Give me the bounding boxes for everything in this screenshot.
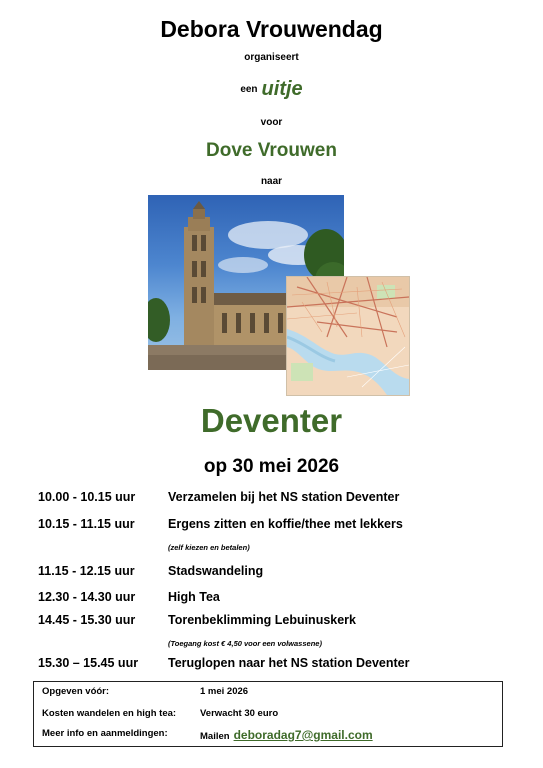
schedule-desc: Torenbeklimming Lebuinuskerk <box>168 613 357 627</box>
schedule-time: 12.30 - 14.30 uur <box>38 590 136 604</box>
schedule-desc: Stadswandeling <box>168 564 264 578</box>
destination-city: Deventer <box>200 402 343 439</box>
schedule-desc: Ergens zitten en koffie/thee met lekkers <box>168 517 403 531</box>
schedule-time: 15.30 – 15.45 uur <box>38 656 139 670</box>
deadline-value: 1 mei 2026 <box>200 686 249 697</box>
schedule-desc: High Tea <box>168 590 220 604</box>
deadline-label: Opgeven vóór: <box>42 686 110 697</box>
uitje-label: uitje <box>261 78 303 100</box>
schedule-time: 10.15 - 11.15 uur <box>38 517 135 531</box>
event-date: op 30 mei 2026 <box>203 456 340 477</box>
schedule-time: 14.45 - 15.30 uur <box>38 613 136 627</box>
schedule-desc: Verzamelen bij het NS station Deventer <box>168 490 400 504</box>
contact-value <box>200 728 373 742</box>
contact-prefix: Mailen <box>200 731 230 742</box>
info-box <box>33 681 503 747</box>
een-label: een <box>240 84 258 95</box>
schedule-time: 11.15 - 12.15 uur <box>38 564 135 578</box>
contact-label: Meer info en aanmeldingen: <box>42 728 168 739</box>
subtitle-organiseert: organiseert <box>244 52 299 63</box>
email-link[interactable]: deboradag7@gmail.com <box>233 728 373 742</box>
schedule-desc: Teruglopen naar het NS station Deventer <box>168 656 410 670</box>
cost-value: Verwacht 30 euro <box>200 708 279 719</box>
subtitle-een-uitje <box>0 78 543 101</box>
page-title: Debora Vrouwendag <box>160 16 383 42</box>
subtitle-voor: voor <box>260 117 283 128</box>
subtitle-naar: naar <box>260 176 283 187</box>
schedule-time: 10.00 - 10.15 uur <box>38 490 136 504</box>
audience-title: Dove Vrouwen <box>206 140 337 161</box>
schedule-note: (Toegang kost € 4,50 voor een volwassene) <box>168 639 322 648</box>
city-map <box>286 276 410 396</box>
cost-label: Kosten wandelen en high tea: <box>42 708 177 719</box>
schedule-note: (zelf kiezen en betalen) <box>168 543 250 552</box>
